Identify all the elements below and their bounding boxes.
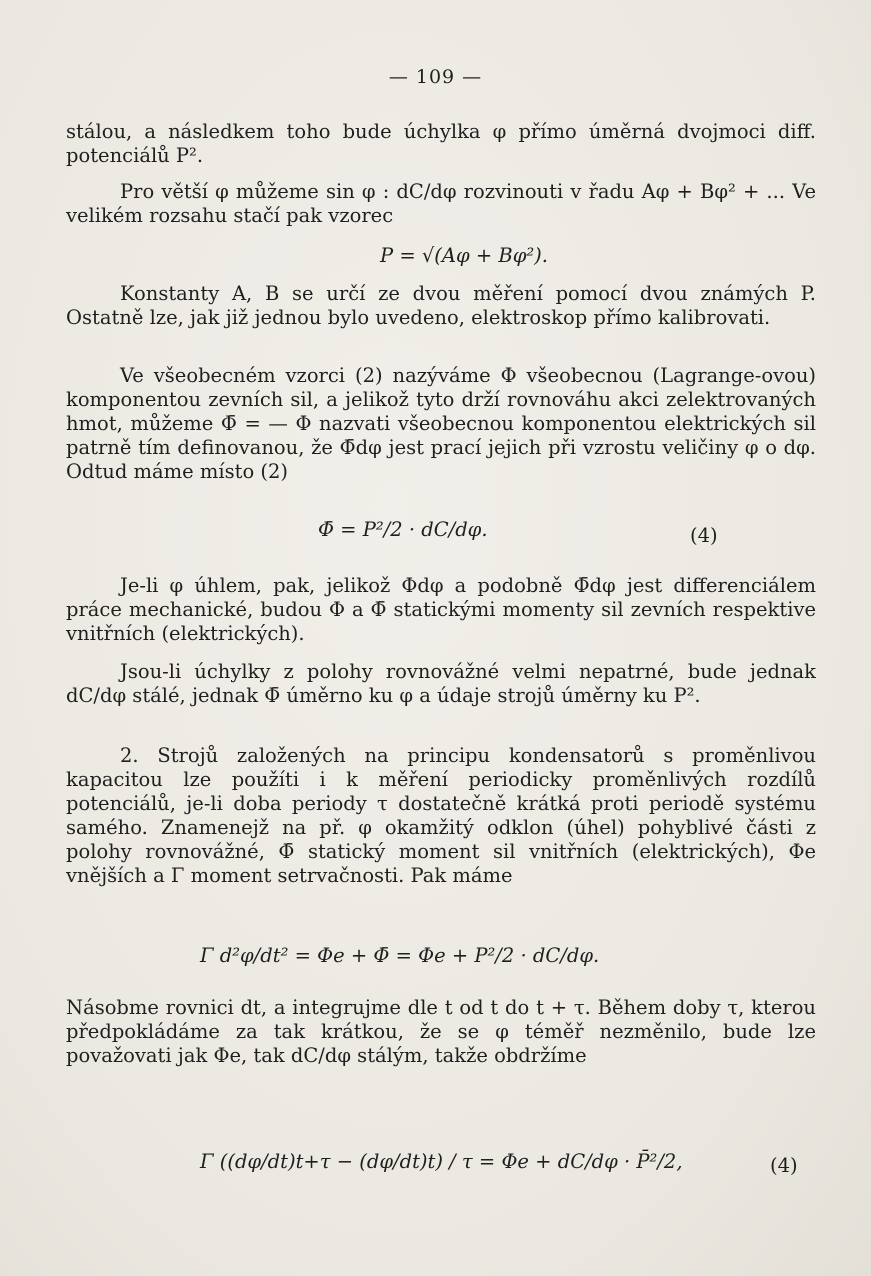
paragraph-8 (66, 996, 816, 1068)
paragraph-3-text: Konstanty A, B se určí ze dvou měření pomocí dvou známých P. Ostatně lze, jak již jednou bylo uvedeno, elektroskop přímo kalibrovati. (66, 282, 816, 329)
paragraph-8-text: Násobme rovnici dt, a integrujme dle t od t do t + τ. Během doby τ, kterou předpokládáme za tak krátkou, že se φ téměř nezměnilo, bude lze považovati jak Φe, tak dC/dφ stálým, takže obdržíme (66, 996, 816, 1067)
formula-equation-of-motion: Γ d²φ/dt² = Φe + Φ̄ = Φe + P²/2 · dC/dφ. (200, 944, 600, 967)
paragraph-7 (66, 744, 816, 888)
page-number: — 109 — (388, 66, 483, 88)
equation-number-4a: (4) (690, 524, 718, 547)
equation-number-4b: (4) (770, 1154, 798, 1177)
formula-phi-bar: Φ̄ = P²/2 · dC/dφ. (318, 518, 488, 541)
formula-sqrt: P = √(Aφ + Bφ²). (380, 244, 548, 267)
paragraph-4-text: Ve všeobecném vzorci (2) nazýváme Φ všeobecnou (Lagrange-ovou) komponentou zevních sil, a jelikož tyto drží rovnováhu akci zelektrovaných hmot, můžeme Φ̄ = — Φ nazvati všeobecnou komponentou elektrických sil patrně tím definovanou, že Φ̄dφ jest prací jejich při vzrostu veličiny φ o dφ. Odtud máme místo (2) (66, 364, 816, 483)
paragraph-5 (66, 574, 816, 646)
paragraph-6-text: Jsou-li úchylky z polohy rovnovážné velmi nepatrné, bude jednak dC/dφ stálé, jednak Φ̄ úměrno ku φ a údaje strojů úměrny ku P². (66, 660, 816, 707)
paragraph-3 (66, 282, 816, 330)
paragraph-6 (66, 660, 816, 708)
paragraph-1-text: stálou, a následkem toho bude úchylka φ přímo úměrná dvojmoci diff. potenciálů P². (66, 120, 816, 167)
paragraph-4 (66, 364, 816, 484)
paragraph-2-text: Pro větší φ můžeme sin φ : dC/dφ rozvinouti v řadu Aφ + Bφ² + ... Ve velikém rozsahu stačí pak vzorec (66, 180, 816, 227)
paragraph-2 (66, 180, 816, 228)
formula-integrated: Γ ((dφ/dt)t+τ − (dφ/dt)t) / τ = Φe + dC/dφ · P̄²/2, (200, 1150, 683, 1173)
paragraph-1 (66, 120, 816, 168)
paragraph-7-text: 2. Strojů založených na principu kondensatorů s proměnlivou kapacitou lze použíti i k měření periodicky proměnlivých rozdílů potenciálů, je-li doba periody τ dostatečně krátká proti periodě systému samého. Znamenejž na př. φ okamžitý odklon (úhel) pohyblivé části z polohy rovnovážné, Φ̄ statický moment sil vnitřních (elektrických), Φe vnějších a Γ moment setrvačnosti. Pak máme (66, 744, 816, 887)
paragraph-5-text: Je-li φ úhlem, pak, jelikož Φdφ a podobně Φ̄dφ jest differenciálem práce mechanické, budou Φ a Φ̄ statickými momenty sil zevních respektive vnitřních (elektrických). (66, 574, 816, 645)
